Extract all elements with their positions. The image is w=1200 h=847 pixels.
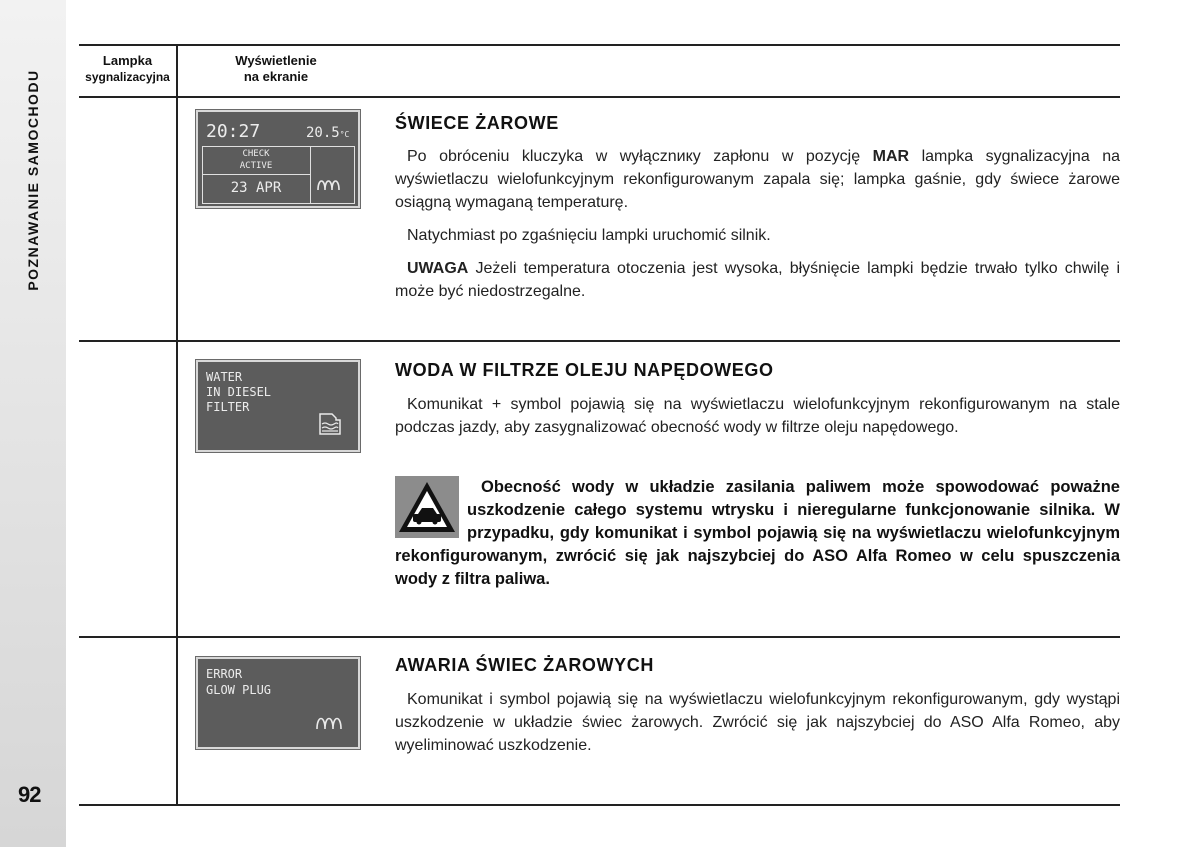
header-lamp: Lampka sygnalizacyjna: [85, 53, 170, 84]
display-line: WATER: [206, 370, 243, 384]
section-title-glow-plug-failure: AWARIA ŚWIEC ŻAROWYCH: [395, 655, 654, 675]
paragraph-glow-note: UWAGA Jeżeli temperatura otoczenia jest wysoka, błyśnięcie lampki będzie trwało tylko chwilę i może być niedostrzegalne.: [395, 260, 1120, 300]
table-bottom-rule: [79, 804, 1120, 806]
display-divider: [202, 174, 310, 175]
display-line: ERROR: [206, 667, 243, 681]
page-number: 92: [18, 782, 41, 807]
paragraph-glow-1: Po obróceniu kluczyka w wyłącznику zapłonu w pozycję MAR lampka sygnalizacyjna na wyświetlaczu wielofunkcyjnym rekonfigurowanym zapala się; lampka gaśnie, gdy świece żarowe osiągną wymaganą temperaturę.: [395, 148, 1121, 211]
header-display: Wyświetlenie na ekranie: [235, 53, 317, 84]
display-time: 20:27: [206, 121, 261, 142]
display-glow-plug-error: [196, 657, 360, 749]
display-check: CHECK: [242, 149, 270, 159]
row-divider: [79, 636, 1120, 638]
display-date: 23 APR: [230, 180, 282, 196]
section-title-glow-plugs: ŚWIECE ŻAROWE: [395, 113, 559, 133]
display-line: GLOW PLUG: [206, 683, 272, 697]
car-warning-triangle-icon: [395, 476, 459, 538]
paragraph-glow-2: Natychmiast po zgaśnięciu lampki uruchomić silnik.: [407, 227, 771, 244]
glow-plug-icon: [316, 176, 344, 192]
warning-water: Obecność wody w układzie zasilania paliwem może spowodować poważne uszkodzenie całego systemu wtrysku i nieregularne funkcjonowanie silnika. W przypadku, gdy komunikat i symbol pojawią się na wyświetlaczu wielofunkcyjnym rekonfigurowanym, zwrócić się jak najszybciej do ASO Alfa Romeo w celu spuszczenia wody z filtra paliwa.: [395, 478, 1120, 588]
display-glow-plugs: [196, 110, 360, 208]
paragraph-water-1: Komunikat + symbol pojawią się na wyświetlaczu wielofunkcyjnym rekonfigurowanym na stale podczas jazdy, aby zasygnalizować obecność wody w filtrze oleju napędowego.: [395, 396, 1120, 436]
chapter-title: POZNAWANIE SAMOCHODU: [25, 69, 41, 291]
section-title-water-in-filter: WODA W FILTRZE OLEJU NAPĘDOWEGO: [395, 360, 774, 380]
display-water-in-filter: [196, 360, 360, 452]
display-divider: [310, 146, 311, 203]
display-active: ACTIVE: [239, 161, 273, 171]
display-line: IN DIESEL: [206, 385, 272, 399]
header-rule: [79, 96, 1120, 98]
display-line: FILTER: [206, 400, 250, 414]
water-in-fuel-icon: [318, 412, 344, 436]
paragraph-glow-failure: Komunikat i symbol pojawią się na wyświetlaczu wielofunkcyjnym rekonfigurowanym, gdy wystąpi uszkodzenie w układzie świec żarowych. Zwrócić się jak najszybciej do ASO Alfa Romeo, aby wyeliminować uszkodzenie.: [395, 691, 1120, 754]
row-divider: [79, 340, 1120, 342]
glow-plug-icon: [314, 713, 346, 731]
display-temperature: 20.5°C: [306, 125, 350, 141]
table-top-rule: [79, 44, 1120, 46]
sidebar-band: [0, 0, 66, 847]
column-divider: [176, 44, 178, 806]
